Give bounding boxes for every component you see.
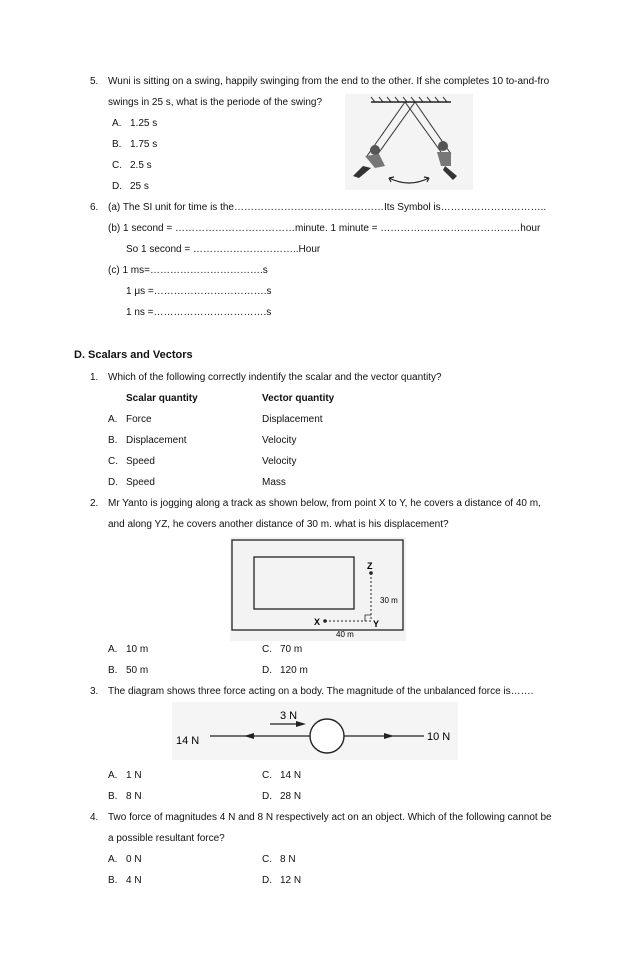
d4-option-text: 4 N — [126, 875, 142, 886]
d2-option-text: 70 m — [280, 644, 303, 655]
bottom-distance-label: 40 m — [336, 630, 354, 639]
force-left-label: 14 N — [176, 735, 200, 747]
d1-scalar-header: Scalar quantity — [126, 393, 198, 404]
track-diagram — [230, 537, 406, 641]
d4-option-letter: C. — [262, 854, 272, 865]
d1-row-scalar: Speed — [126, 456, 155, 467]
q5-text-line2: swings in 25 s, what is the periode of the swing? — [108, 97, 323, 108]
d1-number: 1. — [90, 372, 99, 383]
d2-number: 2. — [90, 498, 99, 509]
q6-part-c-line2: 1 μs =…………………………….s — [126, 286, 272, 297]
d4-option-letter: D. — [262, 875, 272, 886]
point-z-label: Z — [367, 561, 373, 571]
d4-number: 4. — [90, 812, 99, 823]
section-heading: D. Scalars and Vectors — [74, 349, 193, 361]
force-right-label: 10 N — [427, 731, 451, 743]
d4-option-text: 12 N — [280, 875, 302, 886]
d3-option-text: 14 N — [280, 770, 302, 781]
d3-option-text: 28 N — [280, 791, 302, 802]
d2-option-letter: A. — [108, 644, 118, 655]
d3-option-letter: C. — [262, 770, 272, 781]
d3-option-letter: D. — [262, 791, 272, 802]
d1-row-vector: Mass — [262, 477, 286, 488]
d2-option-text: 120 m — [280, 665, 308, 676]
d3-text: The diagram shows three force acting on a body. The magnitude of the unbalanced force is……. — [108, 686, 534, 697]
side-distance-label: 30 m — [380, 596, 398, 605]
d3-option-text: 8 N — [126, 791, 142, 802]
q5-option-text: 25 s — [130, 181, 149, 192]
d1-row-letter: D. — [108, 477, 118, 488]
d1-row-letter: A. — [108, 414, 118, 425]
d1-row-vector: Velocity — [262, 435, 297, 446]
d1-text: Which of the following correctly indentify the scalar and the vector quantity? — [108, 372, 442, 383]
d2-option-letter: C. — [262, 644, 272, 655]
d2-option-text: 50 m — [126, 665, 149, 676]
q5-text-line1: Wuni is sitting on a swing, happily swinging from the end to the other. If she completes 10 to-and-fro — [108, 76, 550, 87]
q5-option-text: 2.5 s — [130, 160, 152, 171]
d2-option-letter: D. — [262, 665, 272, 676]
q5-option-text: 1.25 s — [130, 118, 158, 129]
d1-row-letter: B. — [108, 435, 118, 446]
d1-row-vector: Displacement — [262, 414, 323, 425]
q6-part-c-line3: 1 ns =…………………………….s — [126, 307, 272, 318]
d1-vector-header: Vector quantity — [262, 393, 335, 404]
d1-row-scalar: Speed — [126, 477, 155, 488]
q6-part-a: (a) The SI unit for time is the………………………………………Its Symbol is………………………….. — [108, 202, 547, 213]
d4-option-text: 0 N — [126, 854, 142, 865]
d4-option-text: 8 N — [280, 854, 296, 865]
d1-row-scalar: Force — [126, 414, 152, 425]
q6-part-b: (b) 1 second = ………………………………minute. 1 minute = ……………………………………hour — [108, 223, 541, 234]
q5-option-letter: B. — [112, 139, 122, 150]
d1-row-vector: Velocity — [262, 456, 297, 467]
d3-number: 3. — [90, 686, 99, 697]
d2-option-text: 10 m — [126, 644, 149, 655]
d4-option-letter: A. — [108, 854, 118, 865]
q5-option-text: 1.75 s — [130, 139, 158, 150]
d2-text-line1: Mr Yanto is jogging along a track as shown below, from point X to Y, he covers a distance of 40 m, — [108, 498, 541, 509]
point-y-label: Y — [373, 619, 380, 629]
d3-option-letter: B. — [108, 791, 118, 802]
q6-part-c: (c) 1 ms=…………………………….s — [108, 265, 268, 276]
force-top-label: 3 N — [280, 710, 298, 722]
d3-option-letter: A. — [108, 770, 118, 781]
q6-number: 6. — [90, 202, 99, 213]
q5-number: 5. — [90, 76, 99, 87]
swing-illustration — [345, 94, 473, 190]
q6-part-b-line2: So 1 second = …………………………..Hour — [126, 244, 321, 255]
q5-option-letter: C. — [112, 160, 122, 171]
force-diagram — [172, 702, 458, 760]
d2-option-letter: B. — [108, 665, 118, 676]
d1-row-scalar: Displacement — [126, 435, 187, 446]
q5-option-letter: A. — [112, 118, 122, 129]
d4-text-line2: a possible resultant force? — [108, 833, 225, 844]
point-x-label: X — [314, 617, 321, 627]
d1-row-letter: C. — [108, 456, 118, 467]
d2-text-line2: and along YZ, he covers another distance of 30 m. what is his displacement? — [108, 519, 449, 530]
d3-option-text: 1 N — [126, 770, 142, 781]
d4-text-line1: Two force of magnitudes 4 N and 8 N respectively act on an object. Which of the following cannot be — [108, 812, 552, 823]
d4-option-letter: B. — [108, 875, 118, 886]
q5-option-letter: D. — [112, 181, 122, 192]
